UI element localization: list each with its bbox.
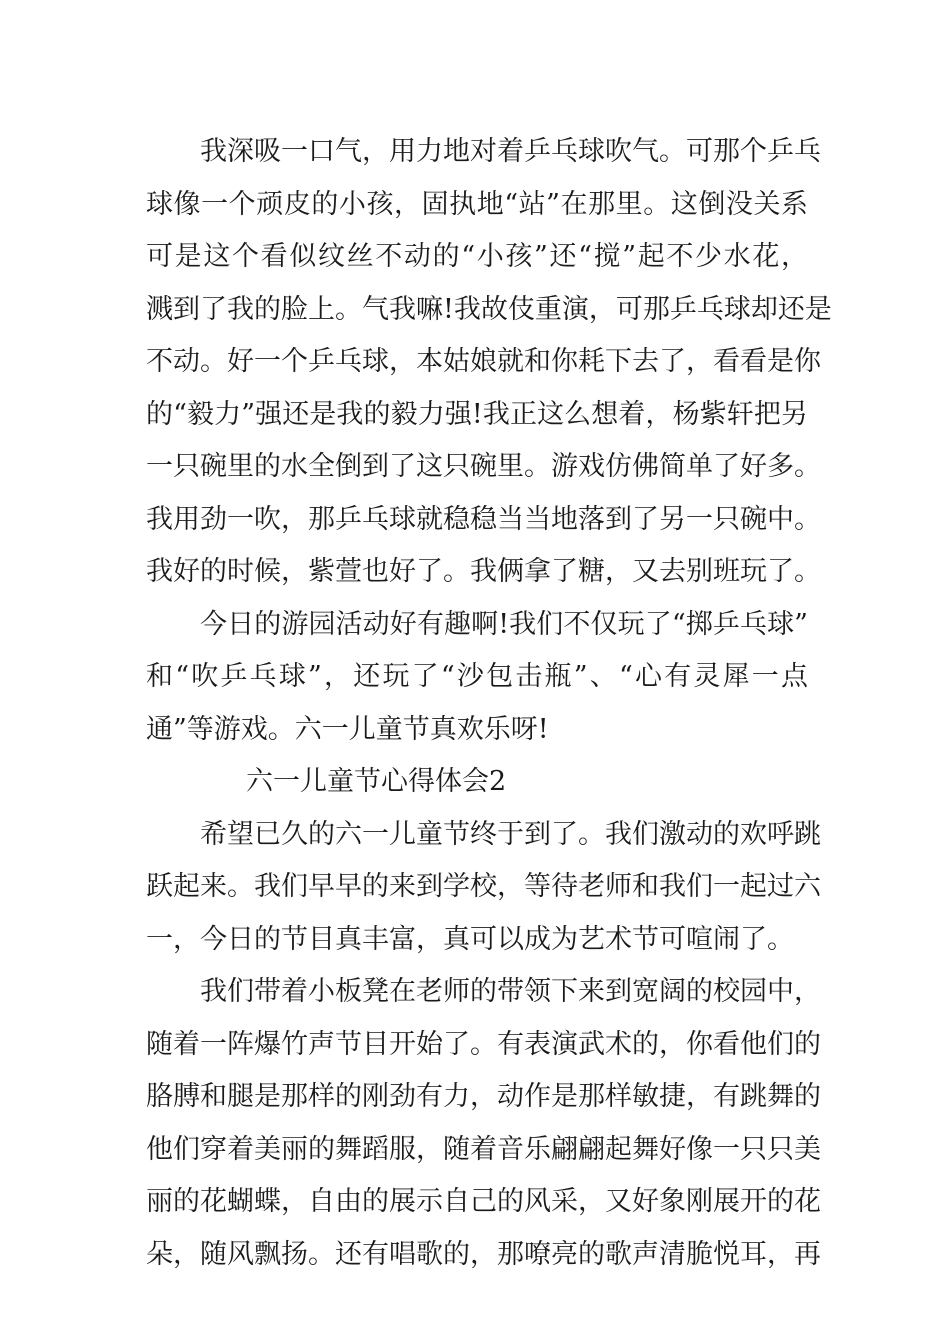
text-line: 的“毅力”强还是我的毅力强!我正这么想着，杨紫轩把另 (146, 398, 808, 430)
paragraph-pingpong-blow (146, 126, 832, 599)
text-line: 胳膊和腿是那样的刚劲有力，动作是那样敏捷，有跳舞的 (146, 1081, 821, 1112)
section-heading (146, 756, 808, 809)
text-line: 可是这个看似纹丝不动的“小孩”还“搅”起不少水花， (146, 241, 808, 272)
text-line: 我们带着小板凳在老师的带领下来到宽阔的校园中， (200, 976, 821, 1007)
text-line: 希望已久的六一儿童节终于到了。我们激动的欢呼跳 (200, 818, 821, 850)
text-line: 通”等游戏。六一儿童节真欢乐呀! (146, 713, 549, 745)
text-line: 一只碗里的水全倒到了这只碗里。游戏仿佛简单了好多。 (146, 451, 821, 482)
text-line: 我好的时候，紫萱也好了。我俩拿了糖，又去别班玩了。 (146, 556, 821, 587)
text-line: 丽的花蝴蝶，自由的展示自己的风采，又好象刚展开的花 (146, 1186, 821, 1217)
heading-text: 六一儿童节心得体会2 (246, 766, 507, 797)
text-line: 跃起来。我们早早的来到学校，等待老师和我们一起过六 (146, 871, 821, 902)
text-line: 我深吸一口气，用力地对着乒乓球吹气。可那个乒乓 (200, 136, 821, 167)
document-body (146, 126, 832, 1281)
text-line: 朵，随风飘扬。还有唱歌的，那嘹亮的歌声清脆悦耳，再 (146, 1238, 821, 1270)
text-line: 球像一个顽皮的小孩，固执地“站”在那里。这倒没关系 (146, 188, 808, 220)
paragraph-garden-activity (146, 599, 808, 757)
text-line: 他们穿着美丽的舞蹈服，随着音乐翩翩起舞好像一只只美 (146, 1133, 821, 1165)
paragraph-performances (146, 966, 821, 1281)
text-line: 和“吹乒乓球”，还玩了“沙包击瓶”、“心有灵犀一点 (146, 661, 808, 692)
text-line: 我用劲一吹，那乒乓球就稳稳当当地落到了另一只碗中。 (146, 503, 821, 535)
text-line: 不动。好一个乒乓球，本姑娘就和你耗下去了，看看是你 (146, 346, 821, 377)
text-line: 溅到了我的脸上。气我嘛!我故伎重演，可那乒乓球却还是 (146, 293, 832, 325)
text-line: 随着一阵爆竹声节目开始了。有表演武术的，你看他们的 (146, 1028, 821, 1060)
paragraph-childrens-day-arrived (146, 809, 821, 967)
text-line: 一，今日的节目真丰富，真可以成为艺术节可喧闹了。 (146, 923, 794, 955)
text-line: 今日的游园活动好有趣啊!我们不仅玩了“掷乒乓球” (200, 608, 808, 640)
